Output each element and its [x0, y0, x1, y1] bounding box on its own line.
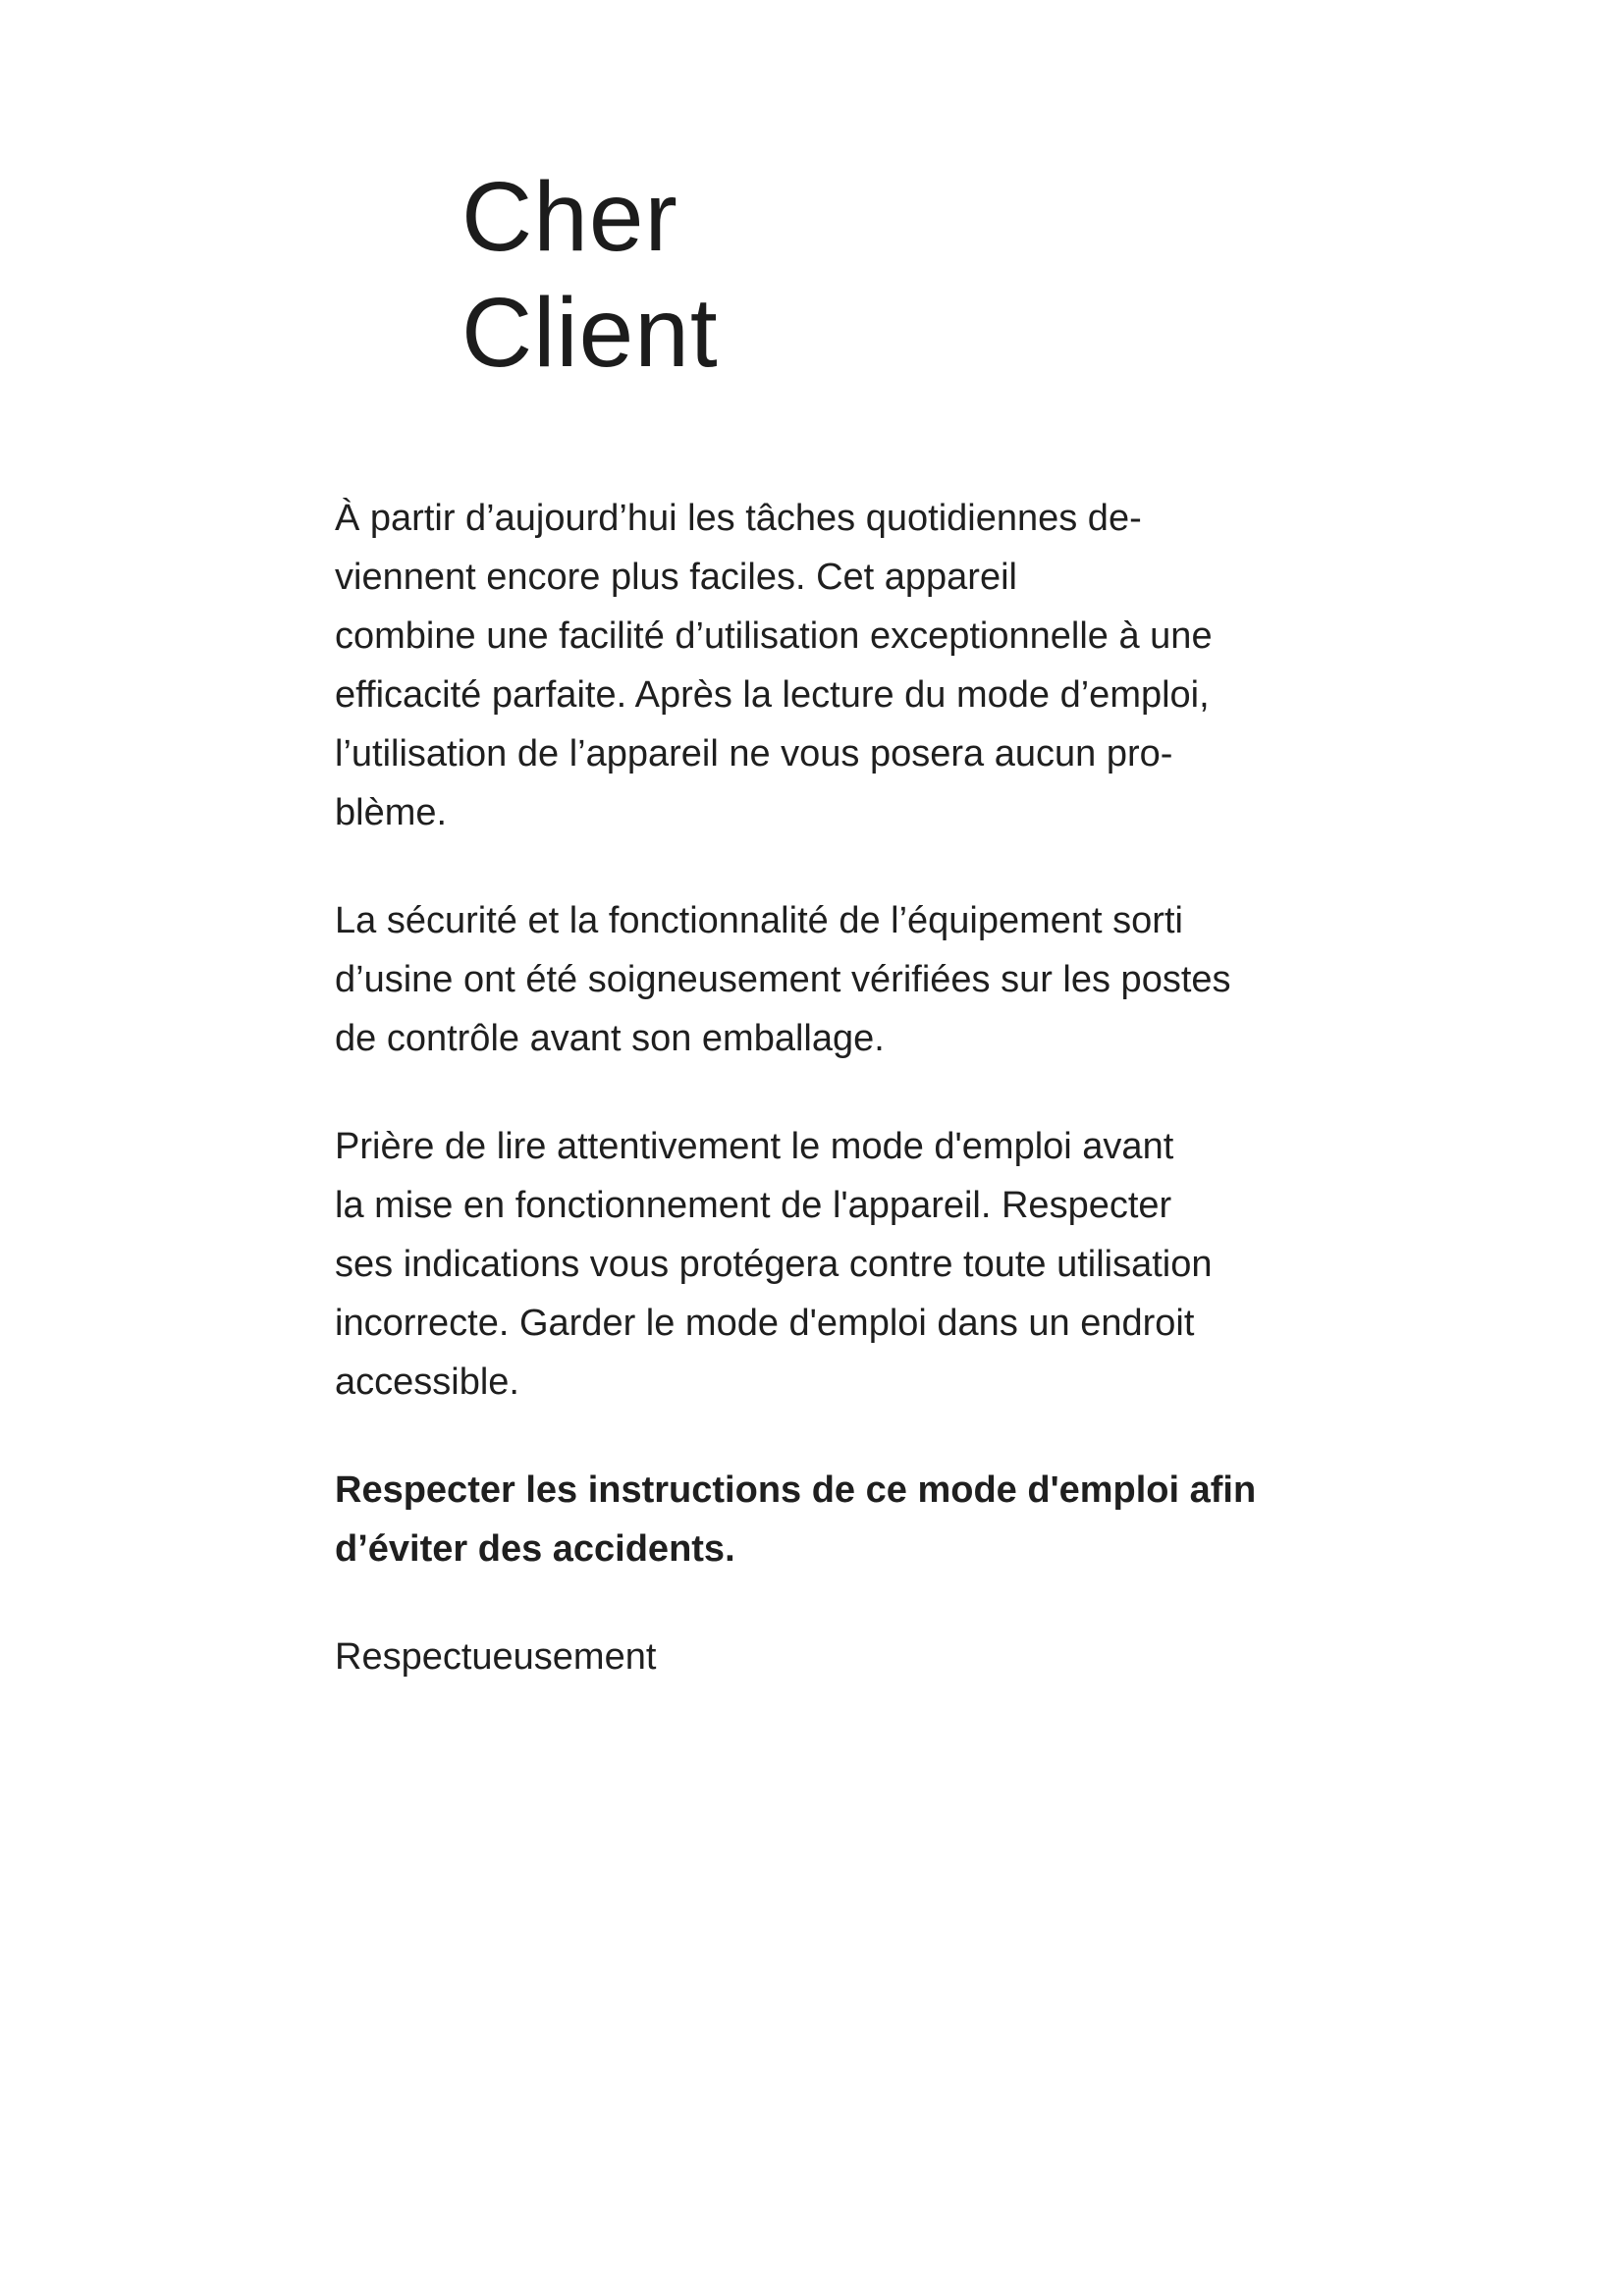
- text-line: ses indications vous protégera contre toute utilisation: [335, 1244, 1213, 1285]
- text-line: d’éviter des accidents.: [335, 1528, 735, 1570]
- text-line: d’usine ont été soigneusement vérifiées sur les postes: [335, 959, 1231, 1000]
- warning-paragraph: [335, 1461, 1326, 1578]
- text-line: accessible.: [335, 1362, 519, 1403]
- text-line: incorrecte. Garder le mode d'emploi dans un endroit: [335, 1303, 1195, 1344]
- page-title: [461, 159, 719, 391]
- text-line: l’utilisation de l’appareil ne vous posera aucun pro-: [335, 733, 1173, 774]
- letter-body: [335, 489, 1326, 1686]
- text-line: la mise en fonctionnement de l'appareil. Respecter: [335, 1185, 1172, 1226]
- text-line: viennent encore plus faciles. Cet appareil: [335, 557, 1017, 598]
- safety-paragraph: [335, 891, 1326, 1068]
- instructions-paragraph: [335, 1117, 1326, 1412]
- text-line: À partir d’aujourd’hui les tâches quotidiennes de-: [335, 498, 1142, 539]
- text-line: combine une facilité d’utilisation exceptionnelle à une: [335, 615, 1213, 657]
- text-line: La sécurité et la fonctionnalité de l’équipement sorti: [335, 900, 1183, 941]
- text-line: Prière de lire attentivement le mode d'emploi avant: [335, 1126, 1174, 1167]
- text-line: de contrôle avant son emballage.: [335, 1018, 885, 1059]
- closing-signoff: Respectueusement: [335, 1636, 657, 1678]
- text-line: efficacité parfaite. Après la lecture du mode d’emploi,: [335, 674, 1210, 716]
- title-line-1: Cher: [461, 162, 678, 272]
- intro-paragraph: [335, 489, 1326, 842]
- text-line: Respecter les instructions de ce mode d'emploi afin: [335, 1469, 1257, 1511]
- title-line-2: Client: [461, 278, 719, 388]
- text-line: blème.: [335, 792, 448, 833]
